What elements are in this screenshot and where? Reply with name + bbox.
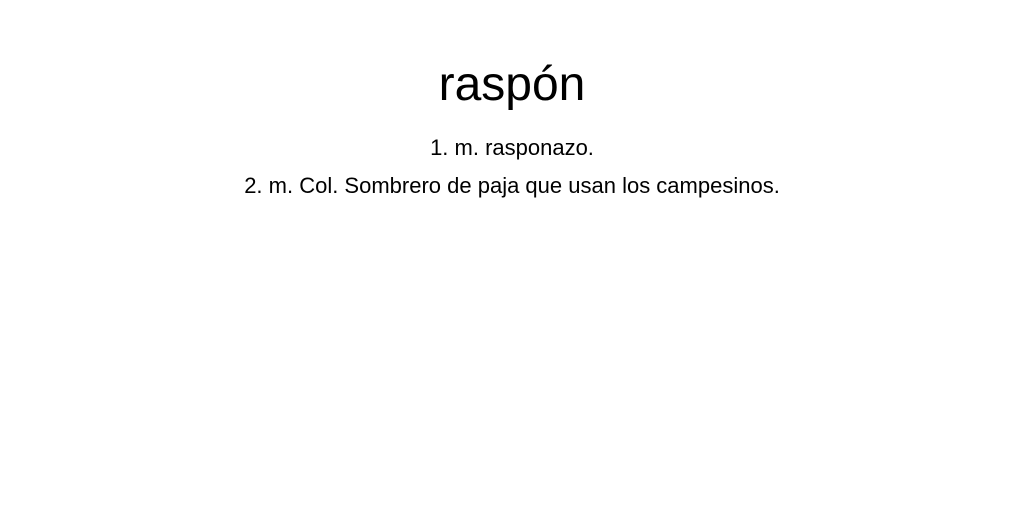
headword: raspón bbox=[438, 58, 586, 111]
definition-list bbox=[0, 129, 1024, 205]
definition-1: 1. m. rasponazo. bbox=[430, 135, 594, 160]
definition-2: 2. m. Col. Sombrero de paja que usan los campesinos. bbox=[244, 173, 780, 198]
